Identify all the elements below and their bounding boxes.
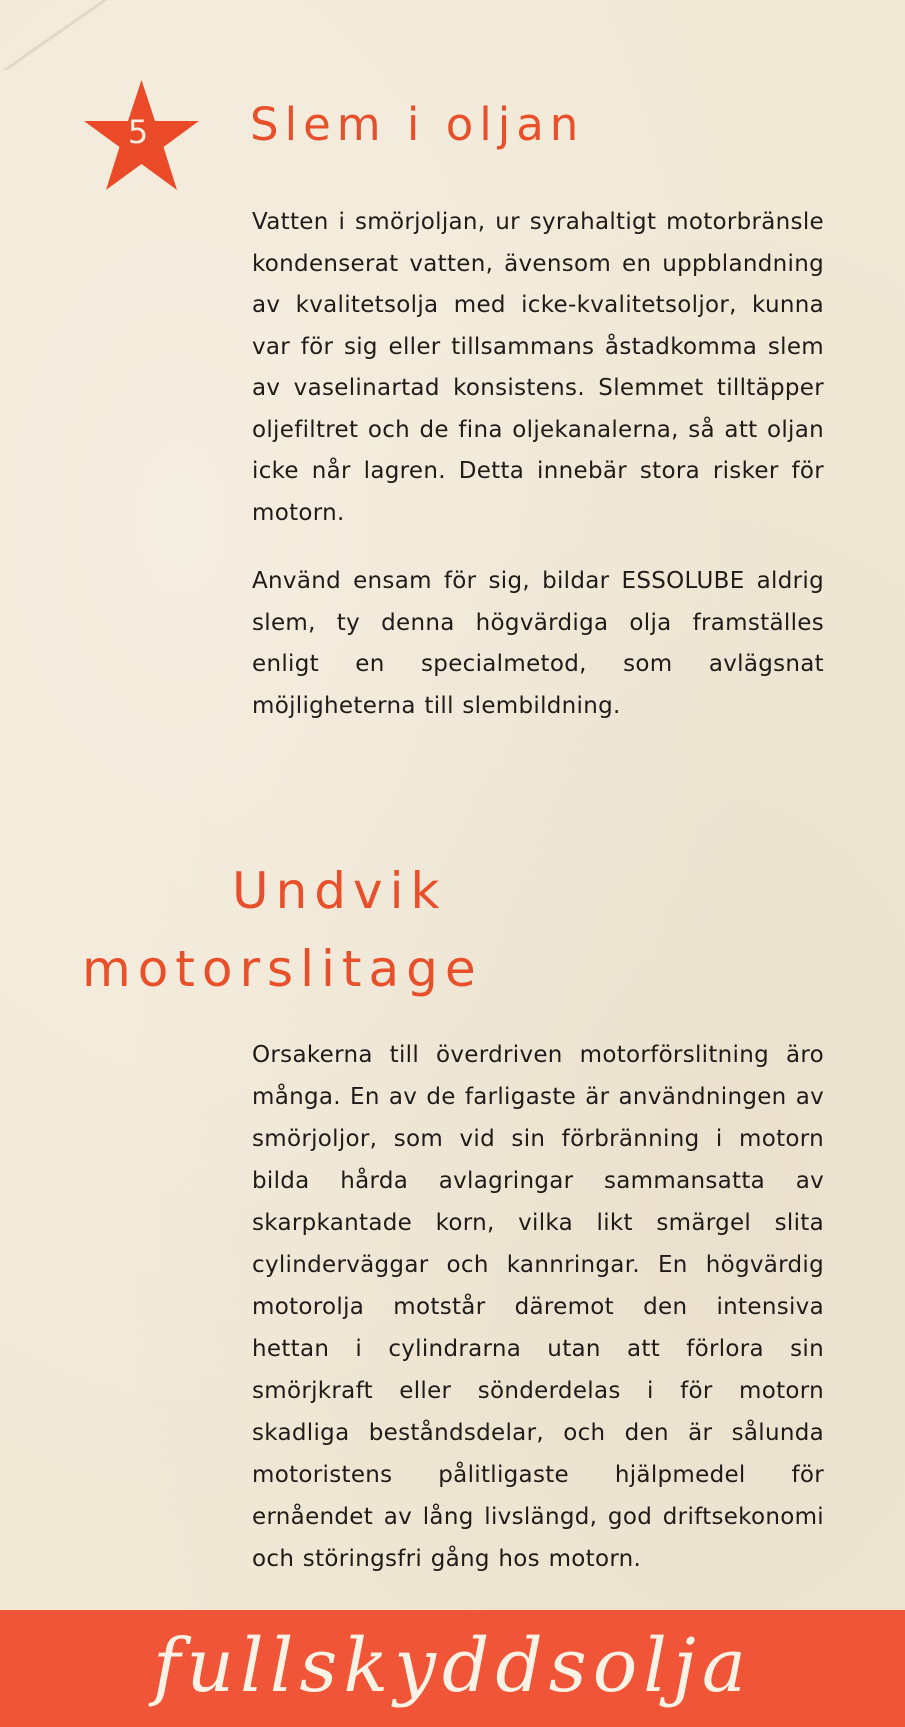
footer-slogan: fullskyddsolja bbox=[152, 1623, 752, 1709]
paragraph-slem-1: Vatten i smörjoljan, ur syrahaltigt motorbränsle kondenserat vatten, ävensom en uppblandning av kvalitetsolja med icke-kvalitetsoljor, kunna var för sig eller tillsammans åstadkomma slem av vaselinartad konsistens. Slemmet tilltäpper oljefiltret och de fina oljekanalerna, så att oljan icke når lagren. Detta innebär stora risker för motorn. bbox=[252, 209, 824, 526]
paragraph-slem-2: Använd ensam för sig, bildar ESSOLUBE aldrig slem, ty denna högvärdiga olja framställes enligt en specialmetod, som avlägsnat möjligheterna till slembildning. bbox=[252, 568, 824, 719]
section-title-undvik: Undvik bbox=[232, 862, 447, 920]
section-title-slem: Slem i oljan bbox=[250, 98, 585, 151]
section-number: 5 bbox=[127, 113, 149, 151]
paper-crease bbox=[0, 0, 110, 70]
footer-band bbox=[0, 1610, 905, 1727]
section-title-motorslitage: motorslitage bbox=[82, 940, 483, 998]
paragraph-motorslitage: Orsakerna till överdriven motorförslitning äro många. En av de farligaste är användningen av smörjoljor, som vid sin förbränning i motorn bilda hårda avlagringar sammansatta av skarpkantade korn, vilka likt smärgel slita cylinderväggar och kannringar. En högvärdig motorolja motstår däremot den intensiva hettan i cylindrarna utan att förlora sin smörjkraft eller sönderdelas i för motorn skadliga beståndsdelar, och den är sålunda motoristens pålitligaste hjälpmedel för ernåendet av lång livslängd, god driftsekonomi och störingsfri gång hos motorn. bbox=[252, 1042, 824, 1572]
